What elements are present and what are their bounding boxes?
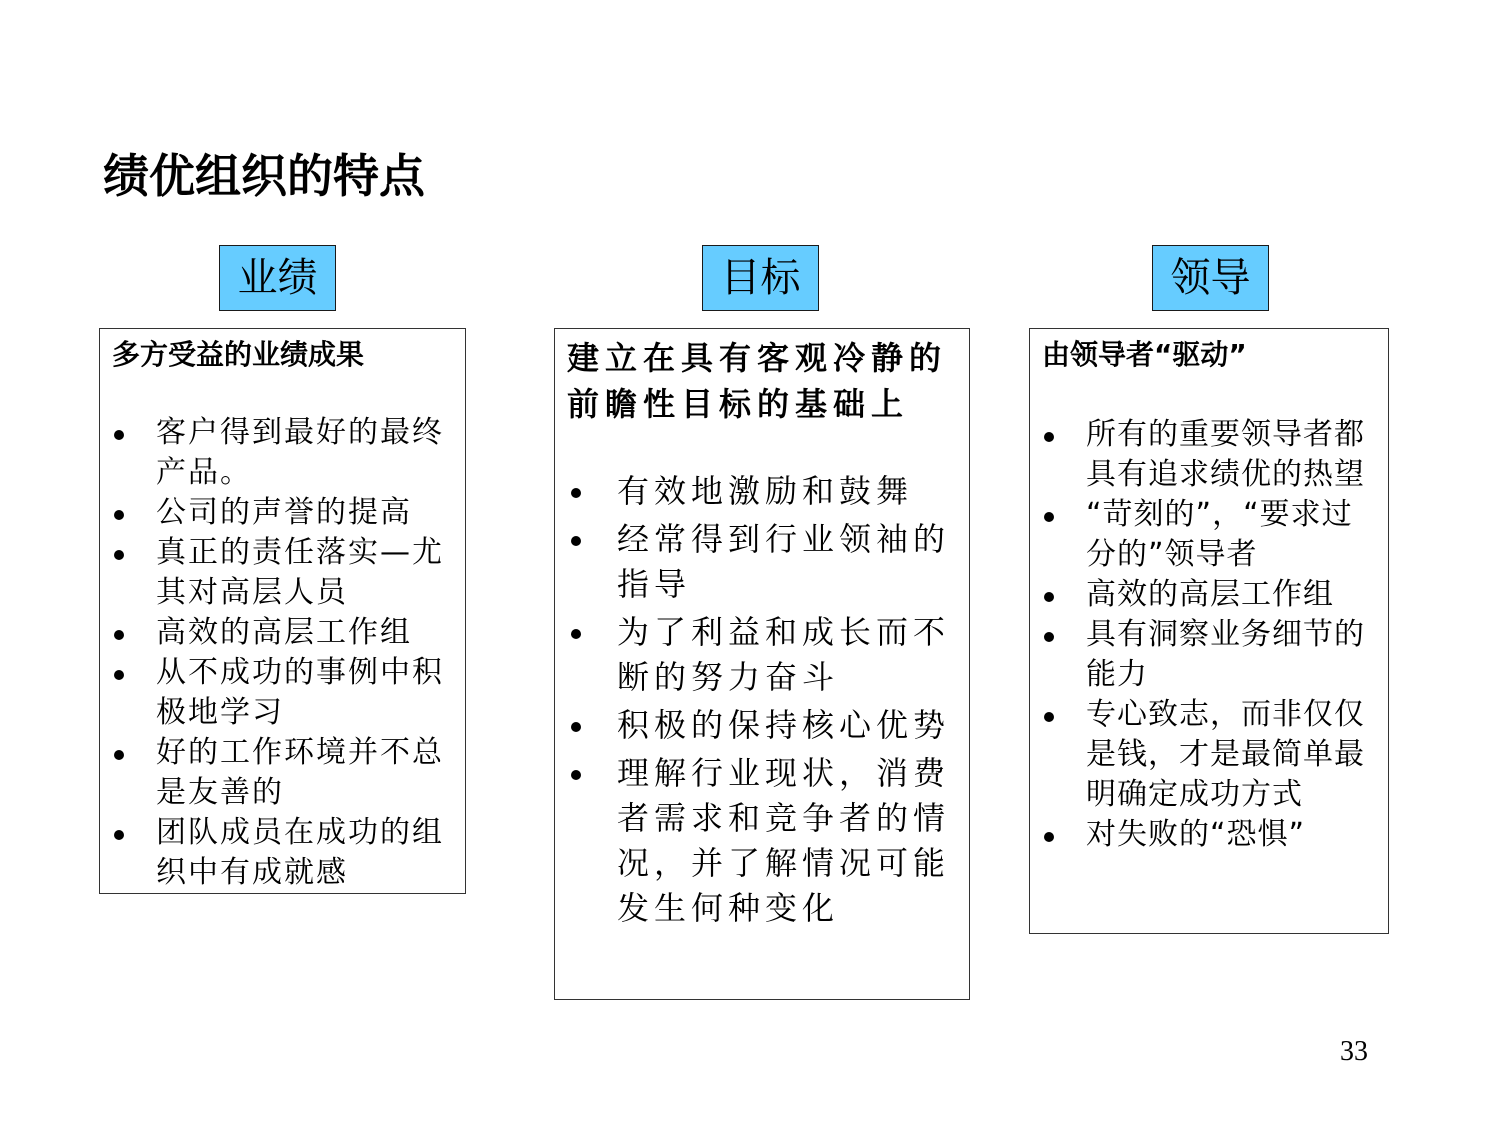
list-item (112, 613, 455, 653)
bullet-dot-icon (114, 750, 124, 760)
bullet-dot-icon (571, 722, 581, 732)
bullet-text: 理解行业现状，消费者需求和竞争者的情况，并了解情况可能发生何种变化 (617, 754, 951, 927)
list-item (567, 469, 959, 514)
list-item (567, 610, 959, 700)
leadership-box (1029, 328, 1389, 934)
list-item (112, 653, 455, 733)
bullet-text: 经常得到行业领袖的指导 (617, 520, 951, 603)
slide-title: 绩优组织的特点 (103, 149, 425, 203)
bullet-text: 具有洞察业务细节的能力 (1086, 617, 1365, 692)
bullet-dot-icon (1044, 512, 1054, 522)
bullet-dot-icon (571, 488, 581, 498)
bullet-text: 专心致志，而非仅仅是钱，才是最简单最明确定成功方式 (1086, 697, 1365, 812)
list-item (567, 751, 959, 931)
bullet-text: 好的工作环境并不总是友善的 (156, 735, 444, 810)
performance-bullet-list (112, 413, 455, 893)
tag-goal: 目标 (702, 245, 819, 311)
bullet-dot-icon (571, 536, 581, 546)
list-item (1042, 815, 1378, 855)
bullet-text: 从不成功的事例中积极地学习 (156, 655, 444, 730)
bullet-dot-icon (1044, 712, 1054, 722)
tag-performance: 业绩 (219, 245, 336, 311)
leadership-heading: 由领导者“驱动” (1042, 338, 1247, 371)
bullet-text: 真正的责任落实—尤其对高层人员 (156, 535, 444, 610)
bullet-text: 高效的高层工作组 (156, 615, 412, 650)
bullet-dot-icon (114, 830, 124, 840)
bullet-dot-icon (114, 550, 124, 560)
bullet-dot-icon (114, 430, 124, 440)
performance-box (99, 328, 466, 894)
list-item (567, 703, 959, 748)
bullet-text: 高效的高层工作组 (1086, 577, 1334, 612)
bullet-text: “苛刻的”，“要求过分的”领导者 (1086, 497, 1353, 572)
list-item (567, 517, 959, 607)
bullet-dot-icon (1044, 832, 1054, 842)
page-number: 33 (1340, 1036, 1368, 1067)
list-item (112, 813, 455, 893)
bullet-text: 为了利益和成长而不断的努力奋斗 (617, 613, 951, 696)
goal-box (554, 328, 970, 1000)
goal-bullet-list (567, 469, 959, 931)
bullet-dot-icon (1044, 592, 1054, 602)
bullet-dot-icon (114, 630, 124, 640)
bullet-text: 积极的保持核心优势 (617, 706, 951, 744)
bullet-text: 客户得到最好的最终产品。 (156, 415, 444, 490)
list-item (112, 533, 455, 613)
bullet-text: 所有的重要领导者都具有追求绩优的热望 (1086, 417, 1365, 492)
list-item (1042, 615, 1378, 695)
goal-heading: 建立在具有客观冷静的前瞻性目标的基础上 (567, 339, 948, 423)
list-item (112, 733, 455, 813)
bullet-dot-icon (1044, 632, 1054, 642)
bullet-dot-icon (114, 510, 124, 520)
list-item (1042, 415, 1378, 495)
bullet-text: 有效地激励和鼓舞 (617, 472, 914, 510)
bullet-dot-icon (114, 670, 124, 680)
bullet-dot-icon (571, 629, 581, 639)
bullet-text: 对失败的“恐惧” (1086, 817, 1306, 852)
list-item (1042, 575, 1378, 615)
list-item (1042, 695, 1378, 815)
leadership-bullet-list (1042, 415, 1378, 855)
tag-leadership: 领导 (1152, 245, 1269, 311)
bullet-dot-icon (1044, 432, 1054, 442)
bullet-dot-icon (571, 770, 581, 780)
performance-heading: 多方受益的业绩成果 (112, 338, 365, 371)
list-item (1042, 495, 1378, 575)
bullet-text: 公司的声誉的提高 (156, 495, 412, 530)
list-item (112, 413, 455, 493)
bullet-text: 团队成员在成功的组织中有成就感 (156, 815, 444, 890)
list-item (112, 493, 455, 533)
